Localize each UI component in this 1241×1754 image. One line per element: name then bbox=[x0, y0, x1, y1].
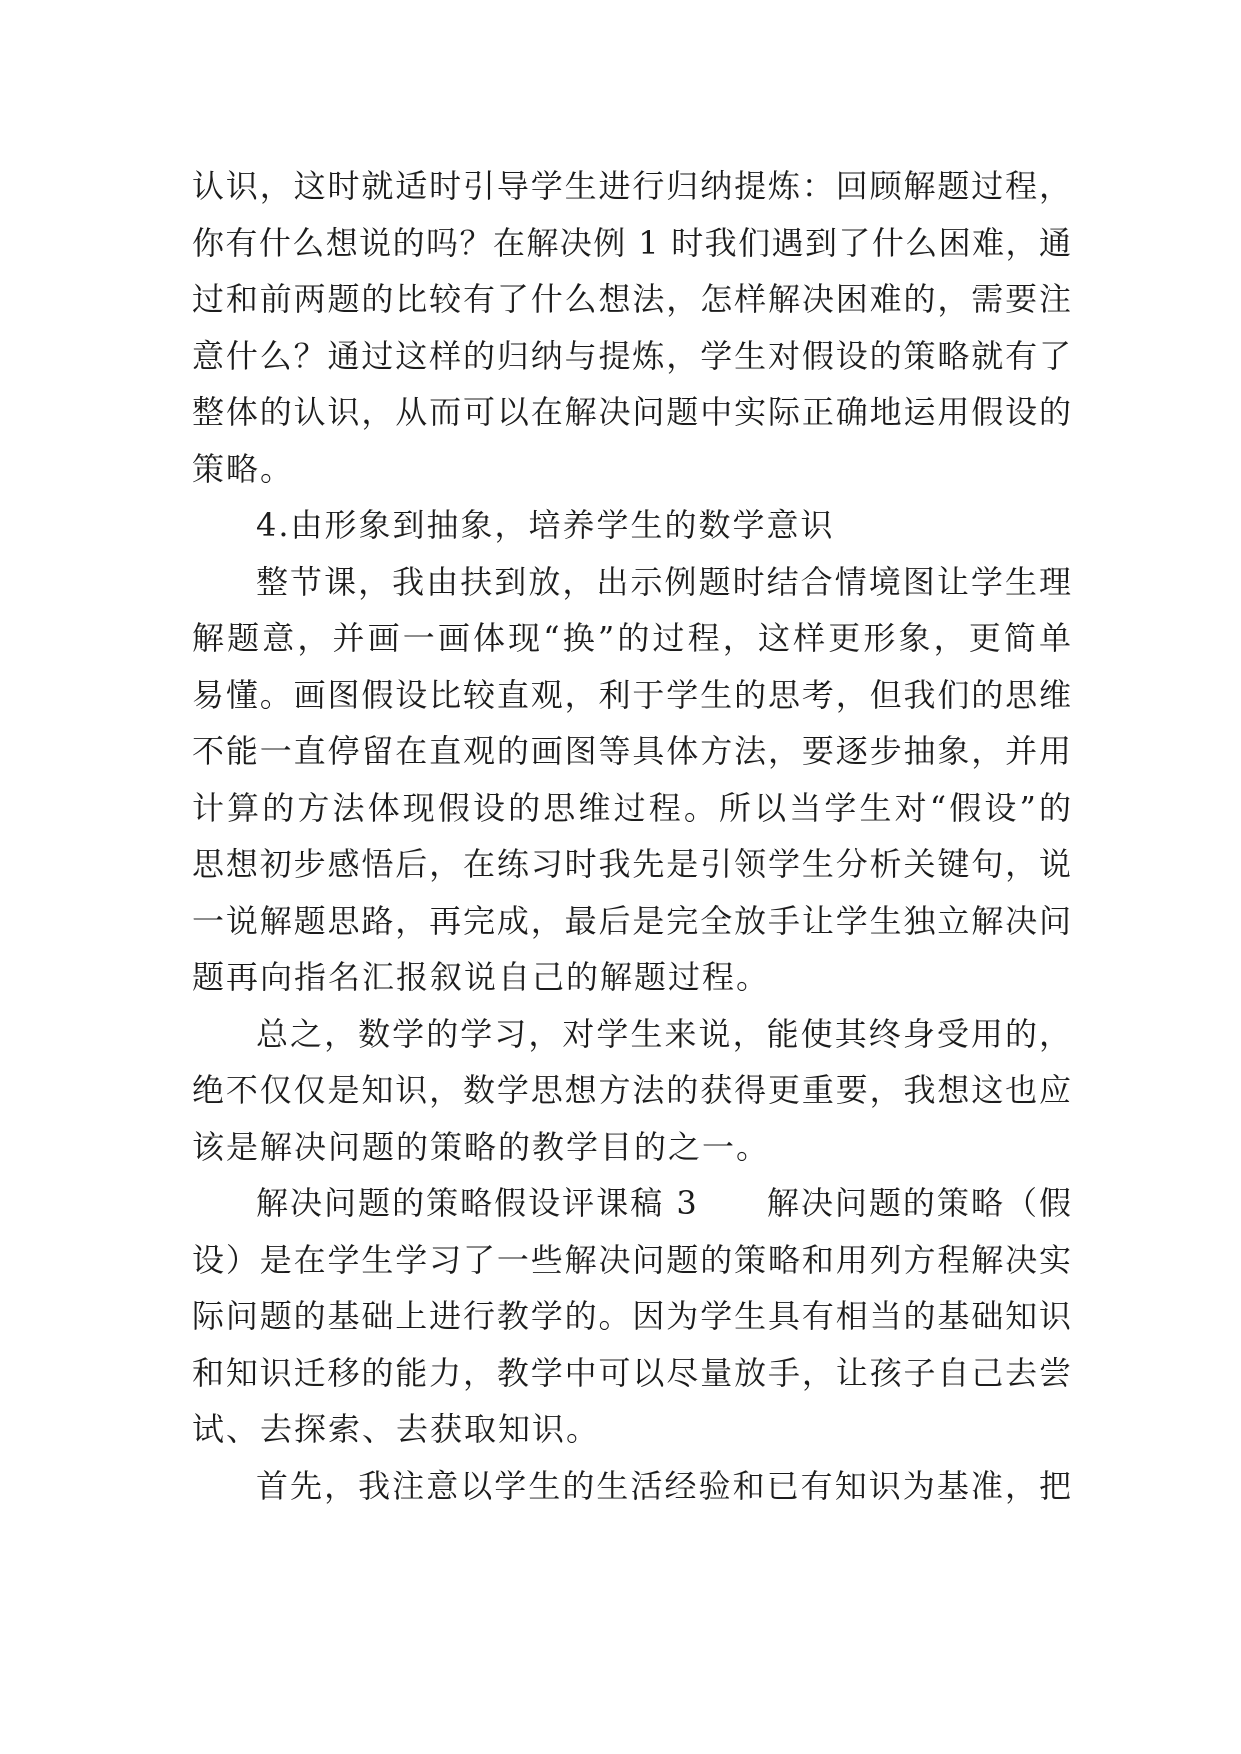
body-text bbox=[192, 158, 1072, 1514]
text-line: 认识，这时就适时引导学生进行归纳提炼：回顾解题过程， bbox=[192, 167, 1072, 205]
text-line: 首先，我注意以学生的生活经验和已有知识为基准，把 bbox=[256, 1466, 1072, 1505]
text-line: 该是解决问题的策略的教学目的之一。 bbox=[192, 1127, 771, 1166]
text-line: 解题意，并画一画体现“换”的过程，这样更形象，更简单 bbox=[192, 619, 1072, 657]
text-line: 设）是在学生学习了一些解决问题的策略和用列方程解决实 bbox=[192, 1240, 1072, 1279]
text-line: 过和前两题的比较有了什么想法，怎样解决困难的，需要注 bbox=[192, 280, 1072, 318]
text-line: 易懂。画图假设比较直观，利于学生的思考，但我们的思维 bbox=[192, 675, 1072, 714]
text-line: 策略。 bbox=[192, 449, 295, 488]
text-line: 总之，数学的学习，对学生来说，能使其终身受用的， bbox=[256, 1014, 1072, 1053]
text-line: 意什么？通过这样的归纳与提炼，学生对假设的策略就有了 bbox=[192, 336, 1072, 375]
text-line: 题再向指名汇报叙说自己的解题过程。 bbox=[192, 958, 771, 996]
text-line: 不能一直停留在直观的画图等具体方法，要逐步抽象，并用 bbox=[192, 732, 1072, 770]
section-heading: 4.由形象到抽象，培养学生的数学意识 bbox=[256, 506, 835, 544]
text-line: 和知识迁移的能力，教学中可以尽量放手，让孩子自己去尝 bbox=[192, 1353, 1072, 1392]
text-line: 际问题的基础上进行教学的。因为学生具有相当的基础知识 bbox=[192, 1297, 1072, 1335]
text-line: 计算的方法体现假设的思维过程。所以当学生对“假设”的 bbox=[192, 788, 1072, 827]
text-line: 试、去探索、去获取知识。 bbox=[192, 1410, 601, 1448]
text-line: 思想初步感悟后，在练习时我先是引领学生分析关键句，说 bbox=[192, 845, 1072, 883]
text-line: 一说解题思路，再完成，最后是完全放手让学生独立解决问 bbox=[192, 901, 1072, 940]
text-line: 整体的认识，从而可以在解决问题中实际正确地运用假设的 bbox=[192, 393, 1072, 431]
text-line: 你有什么想说的吗？在解决例 1 时我们遇到了什么困难，通 bbox=[192, 223, 1072, 262]
text-line: 绝不仅仅是知识，数学思想方法的获得更重要，我想这也应 bbox=[192, 1071, 1072, 1109]
text-line: 整节课，我由扶到放，出示例题时结合情境图让学生理 bbox=[256, 562, 1072, 601]
text-line: 解决问题的策略假设评课稿 3 解决问题的策略（假 bbox=[256, 1184, 1072, 1222]
